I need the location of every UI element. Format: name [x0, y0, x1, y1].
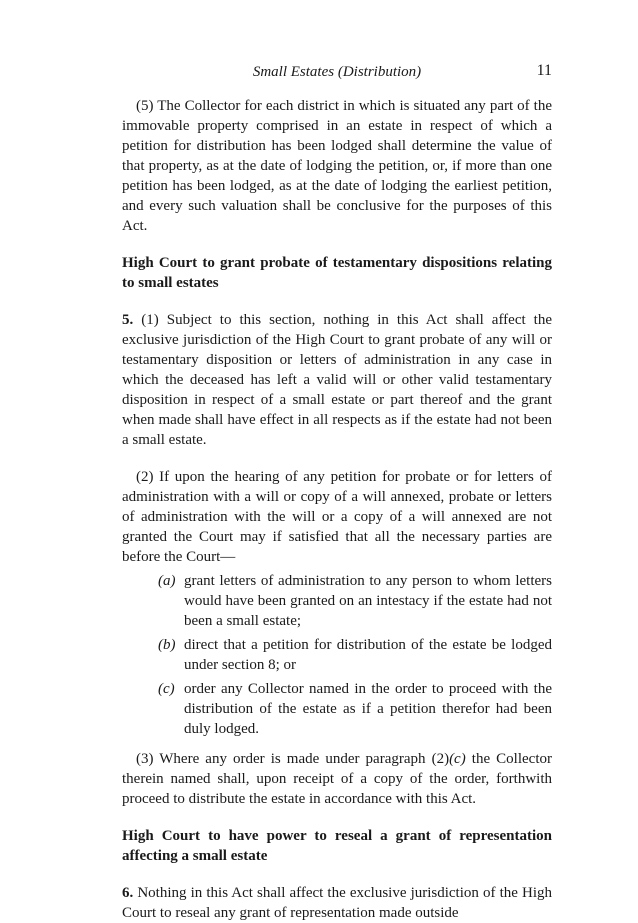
- item-label: (a): [158, 573, 176, 589]
- section-5-subsection-2: (2) If upon the hearing of any petition for probate or for letters of administration with a will or copy of a will annexed, probate or letters of administration with the will or a copy of a will annexed are not granted the Court may if satisfied that all the necessary parties are before the Court—: [122, 469, 552, 565]
- section-6-number: 6.: [122, 885, 134, 901]
- page-number: 11: [536, 62, 552, 79]
- section-5-subsection-1: [122, 310, 552, 450]
- section-5-item-list: [122, 571, 552, 739]
- list-item: [122, 635, 552, 675]
- section-5-subsection-3: [122, 749, 552, 809]
- section-6-body: [122, 883, 552, 923]
- item-label: (b): [158, 637, 176, 653]
- section-5-heading: High Court to grant probate of testamentary dispositions relating to small estates: [122, 255, 552, 291]
- subsection-3-paragraph-ref: (c): [449, 751, 466, 767]
- subsection-3-text-end: the Collector therein named shall, upon receipt of a copy of the order, forthwith proceed to distribute the estate in accordance with this Act.: [122, 751, 552, 807]
- list-item: [122, 571, 552, 631]
- section-6-heading: High Court to have power to reseal a grant of representation affecting a small estate: [122, 828, 552, 864]
- item-label: (c): [158, 681, 175, 697]
- subsection-3-text-start: (3) Where any order is made under paragraph (2): [136, 751, 450, 767]
- page-header: [122, 62, 552, 86]
- section-6-text: Nothing in this Act shall affect the exclusive jurisdiction of the High Court to reseal any grant of representation made outside: [122, 885, 552, 921]
- section-5-number: 5.: [122, 312, 134, 328]
- item-text: grant letters of administration to any person to whom letters would have been granted on an intestacy if the estate had not been a small estate;: [184, 573, 552, 629]
- subsection-4-5: (5) The Collector for each district in which is situated any part of the immovable property comprised in an estate in respect of which a petition for distribution has been lodged shall determine the value of that property, as at the date of lodging the petition, or, if more than one petition has been lodged, as at the date of lodging the earliest petition, and every such valuation shall be conclusive for the purposes of this Act.: [122, 98, 552, 234]
- document-page: [122, 62, 552, 923]
- item-text: direct that a petition for distribution of the estate be lodged under section 8; or: [184, 637, 552, 673]
- list-item: [122, 679, 552, 739]
- item-text: order any Collector named in the order to proceed with the distribution of the estate as if a petition therefor had been duly lodged.: [184, 681, 552, 737]
- running-title: Small Estates (Distribution): [252, 64, 422, 80]
- section-5-subsection-1-text: (1) Subject to this section, nothing in this Act shall affect the exclusive jurisdiction of the High Court to grant probate of any will or testamentary disposition or letters of administration in any case in which the deceased has left a valid will or other valid testamentary disposition in respect of a small estate or part thereof and the grant when made shall have effect in all respects as if the estate had not been a small estate.: [122, 312, 552, 448]
